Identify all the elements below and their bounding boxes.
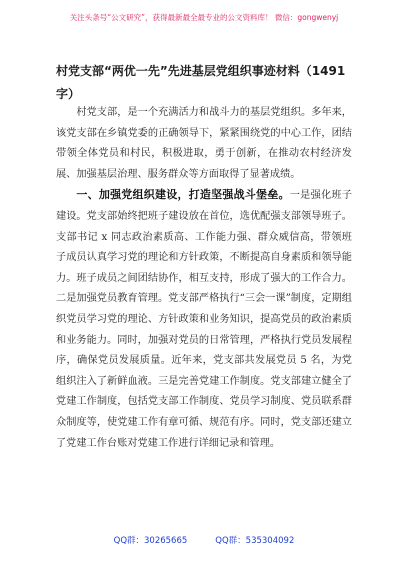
document-body xyxy=(56,103,352,454)
section-1-paragraph xyxy=(56,185,352,454)
footer xyxy=(0,534,408,546)
section-1-heading: 一、加强党组织建设，打造坚强战斗堡垒。 xyxy=(76,188,290,202)
intro-paragraph: 村党支部，是一个充满活力和战斗力的基层党组织。多年来，该党支部在乡镇党委的正确领导下，紧紧围绕党的中心工作，团结带领全体党员和村民，积极进取，勇于创新，在推动农村经济发展、加强基层治理、服务群众等方面取得了显著成绩。 xyxy=(56,107,352,180)
qq-group-2: QQ群：535304092 xyxy=(215,536,295,546)
document-title: 村党支部“两优一先”先进基层党组织事迹材料（1491字） xyxy=(56,64,346,101)
qq-group-1: QQ群：30265665 xyxy=(113,536,188,546)
top-banner: 关注头条号“公文研究”，获得最新最全最专业的公文资料库！ 微信：gongwenyj xyxy=(69,13,339,22)
section-1-body: 一是强化班子建设。党支部始终把班子建设放在首位，选优配强支部领导班子。支部书记 x 同志政治素质高、工作能力强、群众威信高，带领班子成员认真学习党的理论和方针政策，不断提高自身素质和领导能力。班子成员之间团结协作，相互支持，形成了强大的工作合力。二是加强党员教育管理。党支部严格执行“三会一课”制度，定期组织党员学习党的理论、方针政策和业务知识，提高党员的政治素质和业务能力。同时，加强对党员的日常管理，严格执行党员发展程序，确保党员发展质量。近年来，党支部共发展党员 5 名，为党组织注入了新鲜血液。三是完善党建工作制度。党支部建立健全了党建工作制度，包括党支部工作制度、党员学习制度、党员联系群众制度等，使党建工作有章可循、规范有序。同时，党支部还建立了党建工作台账对党建工作进行详细记录和管理。 xyxy=(56,190,353,449)
